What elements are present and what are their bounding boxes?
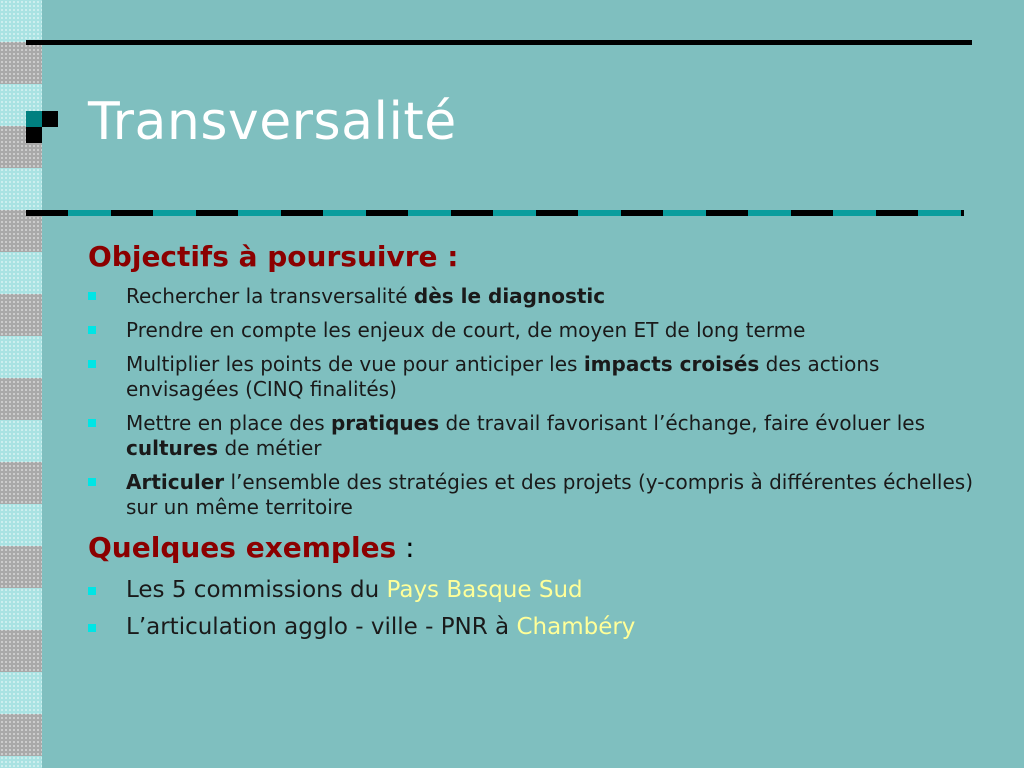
- square-bullet-icon: [88, 326, 96, 334]
- highlighted-place: Pays Basque Sud: [386, 577, 583, 603]
- list-item: L’articulation agglo - ville - PNR à Chambéry: [88, 612, 988, 642]
- highlighted-place: Chambéry: [516, 614, 636, 640]
- top-rule: [26, 40, 972, 45]
- slide-content: [88, 238, 988, 649]
- examples-list: [88, 575, 988, 642]
- section-heading-objectives: Objectifs à poursuivre :: [88, 240, 459, 273]
- square-bullet-icon: [88, 360, 96, 368]
- title-square-icon: [26, 111, 58, 143]
- square-bullet-icon: [88, 587, 96, 595]
- list-item: Multiplier les points de vue pour anticiper les impacts croisés des actions envisagées (CINQ finalités): [88, 352, 988, 402]
- slide-title: Transversalité: [88, 92, 457, 152]
- square-bullet-icon: [88, 292, 96, 300]
- square-bullet-icon: [88, 419, 96, 427]
- square-bullet-icon: [88, 624, 96, 632]
- section-heading-examples: Quelques exemples :: [88, 531, 415, 564]
- list-item: Prendre en compte les enjeux de court, de moyen ET de long terme: [88, 318, 988, 343]
- list-item: Les 5 commissions du Pays Basque Sud: [88, 575, 988, 605]
- dashed-divider: [26, 210, 964, 216]
- list-item: Mettre en place des pratiques de travail favorisant l’échange, faire évoluer les cultures de métier: [88, 411, 988, 461]
- list-item: Rechercher la transversalité dès le diagnostic: [88, 284, 988, 309]
- objectives-list: [88, 284, 988, 520]
- square-bullet-icon: [88, 478, 96, 486]
- list-item: Articuler l’ensemble des stratégies et des projets (y-compris à différentes échelles) sur un même territoire: [88, 470, 988, 520]
